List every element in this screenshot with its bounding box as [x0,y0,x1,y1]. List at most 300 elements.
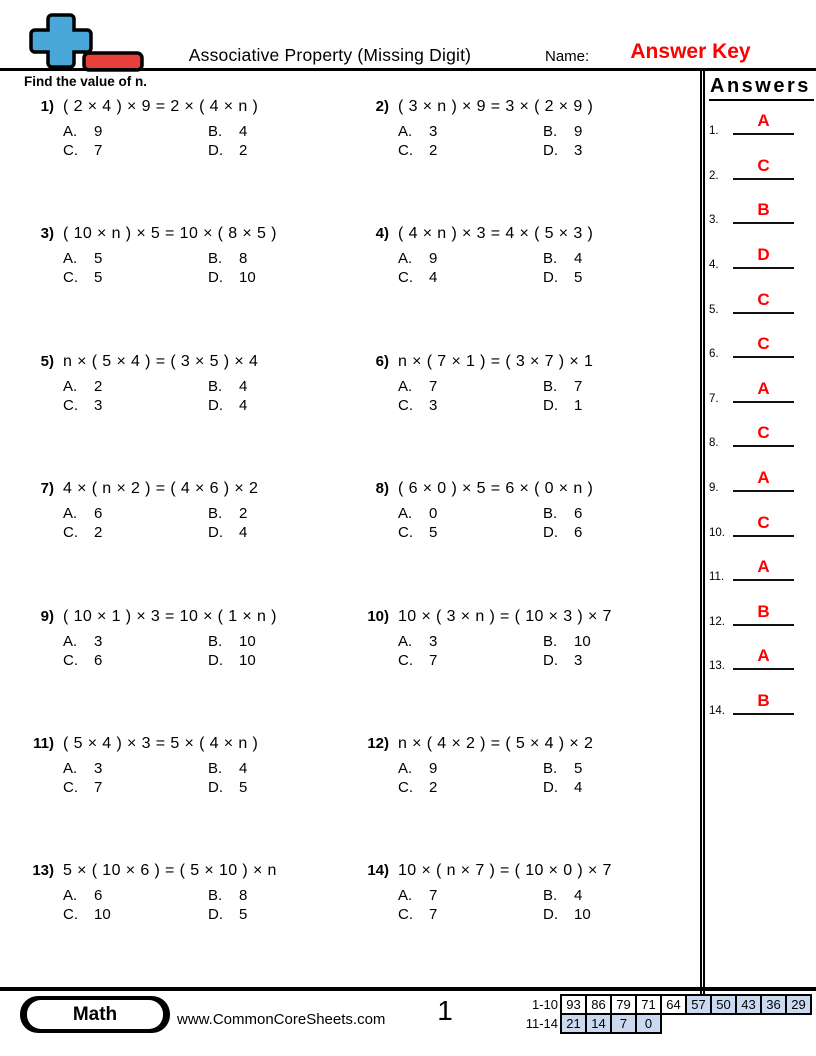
answer-item [700,495,816,540]
choice-d [208,651,357,670]
choice-a-value: 3 [429,123,438,140]
choice-c-value: 2 [429,142,438,159]
choice-b-value: 8 [239,887,248,905]
subject-label: Math [27,1000,163,1029]
problem-equation: 5 × ( 10 × 6 ) = ( 5 × 10 ) × n [63,862,277,880]
choice-a-value: 5 [94,250,103,268]
choice-c-value: 3 [429,396,438,414]
answer-letter: B [757,691,770,711]
choice-b-label: B. [543,505,558,523]
choice-d-value: 3 [574,142,583,159]
problem [357,480,692,607]
answer-letter: C [757,512,770,532]
choice-d-label: D. [543,651,558,669]
choice-b-label: B. [208,632,223,650]
page-number: 1 [437,995,453,1026]
problem [22,735,357,862]
problem-equation: ( 10 × 1 ) × 3 = 10 × ( 1 × n ) [63,607,277,625]
footer-divider [0,987,816,991]
choice-d [208,268,357,287]
answer-item [700,227,816,272]
choice-b-value: 6 [574,505,583,523]
answer-blank-line [733,267,794,269]
choice-c-label: C. [63,778,78,796]
choice-c-label: C. [398,906,413,924]
answer-blank-line [733,312,794,314]
answer-letter: D [757,244,770,264]
score-cell: 50 [710,994,737,1015]
choice-a-label: A. [63,759,78,777]
answer-item [700,673,816,718]
answer-key-value: Answer Key [630,40,751,63]
answer-number: 3. [709,214,719,227]
choice-b-label: B. [208,250,223,268]
choice-b [208,886,357,905]
choice-c-label: C. [398,651,413,669]
answer-item [700,317,816,362]
choice-b-label: B. [543,887,558,905]
choice-d [543,651,692,670]
choice-c [63,523,208,542]
answer-number: 10. [709,526,725,539]
choice-b [208,504,357,523]
choice-c [63,905,208,924]
choice-b-label: B. [208,887,223,905]
answer-item [700,629,816,674]
score-cell: 93 [560,994,587,1015]
problem-choices [63,759,357,797]
problem-choices [398,504,692,542]
answer-number: 8. [709,437,719,450]
choice-b-label: B. [543,123,558,140]
choice-b [208,377,357,396]
choice-c-label: C. [398,778,413,796]
problem-head [22,225,357,243]
answer-letter: C [757,423,770,443]
choice-c-value: 3 [94,396,103,414]
answer-letter: A [757,378,770,398]
choice-b-value: 8 [239,250,248,268]
problem [22,225,357,352]
answer-letter: B [757,601,770,621]
score-cell: 14 [585,1013,612,1034]
answer-number: 7. [709,392,719,405]
choice-d-value: 4 [574,778,583,796]
choice-b-label: B. [208,377,223,395]
choice-b [543,886,692,905]
score-cell: 71 [635,994,662,1015]
answer-number: 12. [709,615,725,628]
problem-choices [63,886,357,924]
choice-c [63,268,208,287]
score-cell: 7 [610,1013,637,1034]
answer-number: 6. [709,348,719,361]
choice-d [208,905,357,924]
choice-d [543,141,692,160]
problem [22,608,357,735]
answer-blank-line [733,624,794,626]
score-cell: 0 [635,1013,662,1034]
answer-letter: A [757,557,770,577]
problem-choices [63,122,357,160]
answer-number: 13. [709,660,725,673]
instruction-text: Find the value of n. [24,74,148,89]
problem-choices [398,632,692,670]
choice-a [398,886,543,905]
choice-d [543,778,692,797]
problem-choices [398,249,692,287]
problem-equation: ( 10 × n ) × 5 = 10 × ( 8 × 5 ) [63,225,277,243]
choice-d-value: 3 [574,651,583,669]
problems-grid [22,98,698,990]
answer-number: 2. [709,169,719,182]
problem-equation: ( 5 × 4 ) × 3 = 5 × ( 4 × n ) [63,734,259,752]
choice-d [208,141,357,160]
choice-b-value: 4 [239,123,248,140]
problem-choices [398,759,692,797]
problem-number: 3) [40,225,54,243]
choice-c-label: C. [398,524,413,542]
answer-blank-line [733,133,794,135]
answer-item [700,183,816,228]
choice-d-label: D. [543,906,558,924]
choice-d-label: D. [543,269,558,287]
answers-list [700,94,816,719]
problem-head [22,862,357,880]
subject-badge [20,996,170,1033]
answer-blank-line [733,401,794,403]
choice-b [543,122,692,141]
answer-blank-line [733,579,794,581]
problem-equation: ( 2 × 4 ) × 9 = 2 × ( 4 × n ) [63,98,259,115]
choice-b [543,504,692,523]
choice-d-value: 4 [239,524,248,542]
answer-blank-line [733,668,794,670]
choice-d-label: D. [208,651,223,669]
score-cell: 43 [735,994,762,1015]
choice-b-value: 10 [574,632,591,650]
choice-c [398,141,543,160]
problem-equation: n × ( 4 × 2 ) = ( 5 × 4 ) × 2 [398,734,594,752]
problem [357,353,692,480]
choice-c-value: 2 [429,778,438,796]
answer-item [700,584,816,629]
choice-b-label: B. [208,505,223,523]
problem-number: 4) [375,225,389,243]
choice-b-value: 2 [239,505,248,523]
choice-a [398,632,543,651]
choice-c-value: 6 [94,651,103,669]
problem-equation: ( 4 × n ) × 3 = 4 × ( 5 × 3 ) [398,225,594,243]
answer-number: 5. [709,303,719,316]
problem-head [22,608,357,626]
choice-a-label: A. [63,505,78,523]
choice-a [398,504,543,523]
score-cell: 86 [585,994,612,1015]
answer-letter: A [757,467,770,487]
choice-b-value: 4 [574,250,583,268]
choice-d-label: D. [543,778,558,796]
answer-letter: A [757,111,770,131]
choice-c [398,268,543,287]
choice-d [208,778,357,797]
choice-d [543,396,692,415]
score-table-row1 [562,994,812,1015]
problem-number: 11) [33,734,54,752]
problem [357,225,692,352]
choice-d-value: 1 [574,396,583,414]
choice-a-value: 2 [94,377,103,395]
answer-item [700,94,816,139]
choice-d-value: 10 [239,651,256,669]
choice-a [63,249,208,268]
choice-d-value: 5 [239,906,248,924]
choice-b-label: B. [208,759,223,777]
choice-b-value: 5 [574,759,583,777]
score-table-row2 [562,1013,662,1034]
choice-b-label: B. [543,250,558,268]
answer-letter: C [757,155,770,175]
choice-d [208,523,357,542]
choice-a-value: 6 [94,887,103,905]
choice-c-label: C. [398,142,413,159]
choice-d [543,905,692,924]
problem-head [22,98,357,116]
problem-choices [63,249,357,287]
choice-a [398,759,543,778]
answer-item [700,450,816,495]
choice-b-label: B. [208,123,223,140]
problem-equation: n × ( 5 × 4 ) = ( 3 × 5 ) × 4 [63,352,259,370]
name-label: Name: [545,48,590,65]
choice-b-label: B. [543,632,558,650]
problem-head [357,353,692,371]
problem-head [22,480,357,498]
choice-d-label: D. [208,142,223,159]
answer-blank-line [733,356,794,358]
answer-blank-line [733,490,794,492]
choice-a-value: 7 [429,887,438,905]
problem-choices [63,377,357,415]
choice-a-value: 9 [94,123,103,140]
choice-d-value: 10 [574,906,591,924]
choice-c-value: 10 [94,906,111,924]
choice-b [543,249,692,268]
problem-number: 14) [367,862,389,880]
answer-item [700,138,816,183]
choice-b-value: 7 [574,377,583,395]
choice-d [543,268,692,287]
choice-b [543,759,692,778]
answer-number: 1. [709,125,719,138]
problem [22,353,357,480]
problem [22,862,357,989]
answer-blank-line [733,535,794,537]
choice-a [398,122,543,141]
choice-a [63,504,208,523]
choice-b-value: 4 [239,377,248,395]
choice-c-label: C. [63,142,78,159]
answer-blank-line [733,445,794,447]
answer-item [700,361,816,406]
page-title: Associative Property (Missing Digit) [188,45,472,65]
choice-b [208,632,357,651]
choice-d-label: D. [208,396,223,414]
header-divider [0,68,816,71]
problem-equation: ( 3 × n ) × 9 = 3 × ( 2 × 9 ) [398,98,594,115]
choice-a-value: 9 [429,759,438,777]
choice-a-label: A. [398,505,413,523]
problem-number: 9) [40,607,54,625]
choice-c-value: 7 [94,142,103,159]
choice-d-label: D. [543,396,558,414]
choice-c-label: C. [63,906,78,924]
website-text: www.CommonCoreSheets.com [177,1011,386,1028]
answers-title: Answers [709,75,814,101]
choice-d-label: D. [543,142,558,159]
choice-a-label: A. [63,123,78,140]
score-cell: 29 [785,994,812,1015]
choice-c-value: 2 [94,524,103,542]
choice-b-value: 4 [239,759,248,777]
problem-head [357,225,692,243]
problem-choices [398,377,692,415]
choice-a [63,632,208,651]
answer-number: 9. [709,481,719,494]
problem-number: 8) [375,480,389,498]
problem-head [357,480,692,498]
problem [357,735,692,862]
choice-a-value: 6 [94,505,103,523]
choice-c-value: 7 [429,906,438,924]
choice-d-label: D. [208,524,223,542]
answer-item [700,540,816,585]
problem-equation: 10 × ( 3 × n ) = ( 10 × 3 ) × 7 [398,607,612,625]
choice-d [208,396,357,415]
choice-a-label: A. [63,887,78,905]
problem-number: 5) [40,352,54,370]
choice-c [398,651,543,670]
choice-c-label: C. [398,396,413,414]
choice-c [398,905,543,924]
choice-a-value: 3 [94,759,103,777]
choice-a-label: A. [398,887,413,905]
problem-head [22,735,357,753]
choice-b [208,249,357,268]
choice-d [543,523,692,542]
choice-a-value: 3 [429,632,438,650]
answer-letter: C [757,289,770,309]
answer-number: 14. [709,705,725,718]
problem-head [357,735,692,753]
problem-head [357,608,692,626]
choice-b-value: 10 [239,632,256,650]
choice-c-label: C. [63,396,78,414]
score-cell: 21 [560,1013,587,1034]
choice-d-value: 10 [239,269,256,287]
choice-c [398,778,543,797]
problem [357,98,692,225]
answer-item [700,272,816,317]
score-row2-label: 11-14 [525,1016,558,1031]
choice-a-value: 3 [94,632,103,650]
answer-letter: C [757,334,770,354]
choice-c-label: C. [63,651,78,669]
problem-number: 7) [40,480,54,498]
problem-number: 2) [375,98,389,115]
choice-a [398,377,543,396]
choice-b-value: 4 [574,887,583,905]
choice-b [208,759,357,778]
choice-a [63,759,208,778]
choice-a-label: A. [398,759,413,777]
problem-head [357,98,692,116]
choice-d-value: 5 [574,269,583,287]
problem-number: 6) [375,352,389,370]
choice-a-label: A. [63,250,78,268]
answer-number: 4. [709,258,719,271]
choice-c [63,396,208,415]
choice-c-label: C. [63,524,78,542]
problem-head [22,353,357,371]
choice-c [63,141,208,160]
problem-number: 12) [367,734,389,752]
problem-equation: n × ( 7 × 1 ) = ( 3 × 7 ) × 1 [398,352,594,370]
score-cell: 79 [610,994,637,1015]
choice-b-label: B. [543,759,558,777]
score-cell: 36 [760,994,787,1015]
problem-choices [398,122,692,160]
choice-c-value: 5 [94,269,103,287]
problem [22,98,357,225]
problem-number: 1) [40,98,54,115]
choice-c [398,396,543,415]
answer-item [700,406,816,451]
score-cell: 57 [685,994,712,1015]
choice-a [398,249,543,268]
choice-b [543,632,692,651]
choice-b [543,377,692,396]
problem-choices [63,504,357,542]
choice-d-value: 6 [574,524,583,542]
choice-c-label: C. [63,269,78,287]
answer-letter: B [757,200,770,220]
problem-number: 10) [367,607,389,625]
choice-a-label: A. [398,377,413,395]
choice-d-value: 4 [239,396,248,414]
answer-blank-line [733,178,794,180]
choice-c-value: 7 [94,778,103,796]
score-cell: 64 [660,994,687,1015]
choice-c [63,651,208,670]
choice-c [63,778,208,797]
problem-number: 13) [32,862,54,880]
choice-b-value: 9 [574,123,583,140]
problem [22,480,357,607]
answer-number: 11. [709,571,725,584]
choice-d-label: D. [208,778,223,796]
choice-a-label: A. [63,377,78,395]
choice-b-label: B. [543,377,558,395]
problem-equation: 4 × ( n × 2 ) = ( 4 × 6 ) × 2 [63,480,259,498]
answer-blank-line [733,222,794,224]
choice-d-value: 2 [239,142,248,159]
score-row1-label: 1-10 [531,997,558,1012]
choice-c-value: 4 [429,269,438,287]
choice-a-value: 9 [429,250,438,268]
choice-d-label: D. [208,269,223,287]
choice-d-value: 5 [239,778,248,796]
